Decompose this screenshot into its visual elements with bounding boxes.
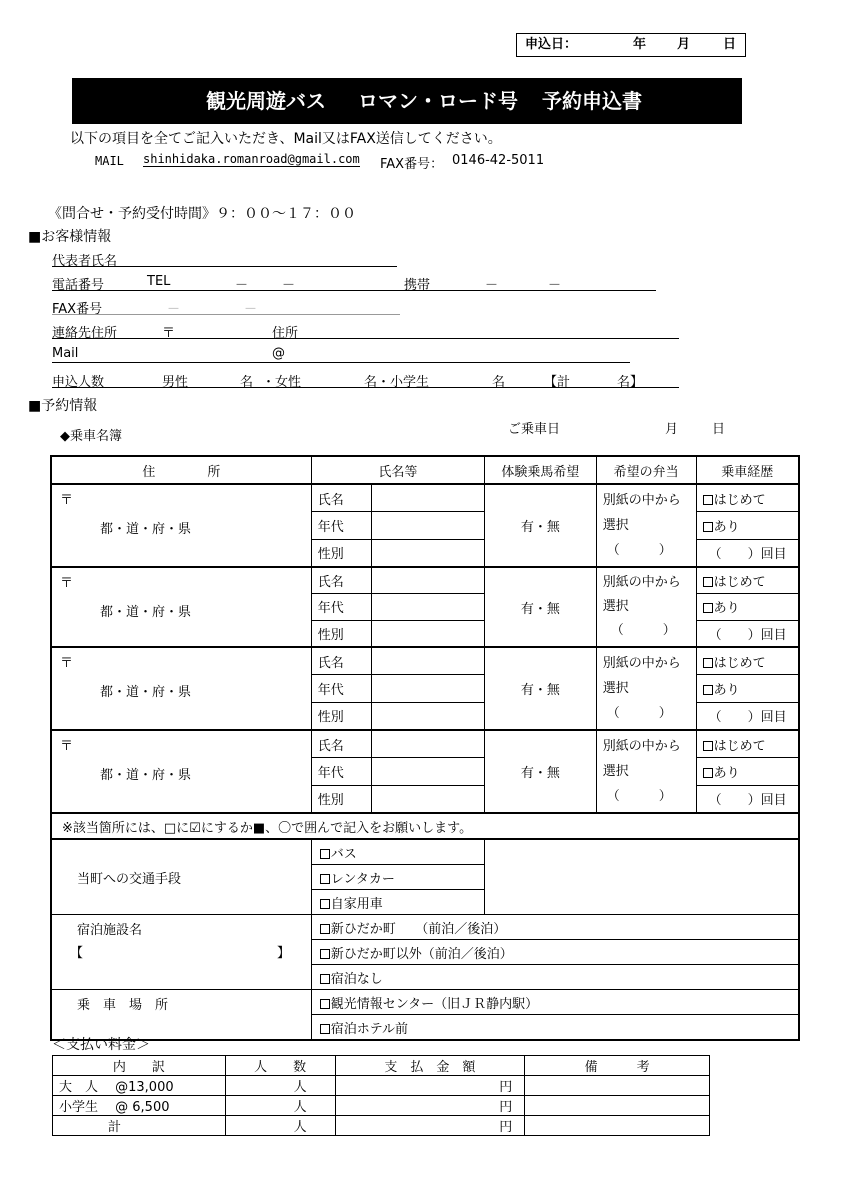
history-first[interactable] <box>696 647 799 675</box>
history-first-label: はじめて <box>713 575 766 591</box>
mail-field-label: Mail <box>52 346 79 361</box>
fax-dash-2: － <box>244 302 258 317</box>
bento-cell[interactable] <box>596 567 696 647</box>
riding-choice[interactable]: 有・無 <box>485 647 597 730</box>
tel-label: TEL <box>147 274 171 289</box>
ride-day-label: 日 <box>712 422 726 437</box>
mail-field[interactable] <box>52 346 630 363</box>
name-input[interactable] <box>371 567 485 594</box>
history-first[interactable] <box>696 730 799 758</box>
age-label: 年代 <box>311 758 371 785</box>
female-label: ・女性 <box>262 375 302 390</box>
address-cell[interactable] <box>51 647 311 730</box>
day-label: 日 <box>723 37 737 52</box>
riding-choice[interactable]: 有・無 <box>485 567 597 647</box>
lodging-label: 宿泊施設名 <box>77 923 143 938</box>
sex-input[interactable] <box>371 539 485 567</box>
boarding-option-1[interactable] <box>311 990 799 1015</box>
checkbox-icon <box>320 849 330 859</box>
passenger-table <box>50 455 800 1041</box>
prefecture-text: 都・道・府・県 <box>100 768 192 783</box>
history-yes[interactable] <box>696 675 799 702</box>
title-part1: 観光周遊バス <box>206 89 326 113</box>
address-postal-mark: 〒 <box>60 576 74 591</box>
header-name: 氏名等 <box>311 456 484 484</box>
pay-child-count[interactable]: 人 <box>225 1096 335 1116</box>
bento-cell[interactable] <box>596 647 696 730</box>
passenger-list-label: ◆乗車名簿 <box>60 429 122 444</box>
mail-address: shinhidaka.romanroad@gmail.com <box>143 152 360 166</box>
address-postal-mark: 〒 <box>60 656 74 671</box>
sex-label: 性別 <box>311 539 371 567</box>
fax-label: FAX番号： <box>380 157 444 172</box>
lodging-name-field[interactable] <box>52 942 311 962</box>
age-input[interactable] <box>371 512 485 539</box>
checkbox-icon <box>703 768 713 778</box>
lodging-bracket-open: 【 <box>70 946 84 961</box>
address-cell[interactable] <box>51 567 311 647</box>
history-yes-label: あり <box>713 519 740 535</box>
pay-adult-note[interactable] <box>525 1076 710 1096</box>
mobile-label: 携帯 <box>404 278 431 293</box>
sex-label: 性別 <box>311 785 371 813</box>
count-field[interactable] <box>52 371 679 388</box>
pay-header-item: 内 訳 <box>53 1056 226 1076</box>
sex-label: 性別 <box>311 620 371 647</box>
sex-input[interactable] <box>371 620 485 647</box>
bento-cell[interactable] <box>596 484 696 567</box>
age-input[interactable] <box>371 675 485 702</box>
bento-text-3: （ ） <box>606 706 672 721</box>
transport-label: 当町への交通手段 <box>51 839 311 915</box>
prefecture-text: 都・道・府・県 <box>100 685 192 700</box>
pay-total-count[interactable]: 人 <box>225 1116 335 1136</box>
transport-bus[interactable] <box>311 839 484 865</box>
history-first[interactable] <box>696 567 799 594</box>
pay-adult-amount[interactable]: 円 <box>335 1076 525 1096</box>
pay-header-note: 備 考 <box>525 1056 710 1076</box>
checkbox-icon <box>320 974 330 984</box>
sex-input[interactable] <box>371 702 485 730</box>
name-input[interactable] <box>371 730 485 758</box>
prefecture-text: 都・道・府・県 <box>100 605 192 620</box>
tel-dash-2: － <box>282 278 296 293</box>
address-postal-mark: 〒 <box>60 493 74 508</box>
age-input[interactable] <box>371 594 485 620</box>
postal-mark: 〒 <box>162 326 176 341</box>
application-date-label: 申込日： <box>525 37 578 52</box>
pay-total-label: 計 <box>53 1116 226 1136</box>
history-yes-label: あり <box>713 682 740 698</box>
bento-text-1: 別紙の中から <box>602 656 681 671</box>
customer-heading: ■お客様情報 <box>28 229 112 245</box>
payment-table <box>52 1055 710 1136</box>
hours-text: 《問合せ・予約受付時間》９：００～１７：００ <box>48 206 356 222</box>
phone-label: 電話番号 <box>52 278 105 293</box>
transport-car-label: 自家用車 <box>330 896 383 912</box>
prefecture-text: 都・道・府・県 <box>100 522 192 537</box>
mail-label: MAIL <box>95 154 124 168</box>
transport-blank <box>485 839 799 915</box>
bento-text-1: 別紙の中から <box>602 493 681 508</box>
age-label: 年代 <box>311 512 371 539</box>
header-address: 住 所 <box>51 456 311 484</box>
bento-text-2: 選択 <box>602 599 629 614</box>
year-label: 年 <box>633 37 647 52</box>
checkbox-icon <box>703 658 713 668</box>
pay-adult-count[interactable]: 人 <box>225 1076 335 1096</box>
lodging-cell[interactable] <box>51 915 311 990</box>
lodging-option-2[interactable] <box>311 940 799 965</box>
address-cell[interactable] <box>51 484 311 567</box>
transport-bus-label: バス <box>330 846 357 862</box>
riding-choice[interactable]: 有・無 <box>485 484 597 567</box>
jusho-label: 住所 <box>272 326 299 341</box>
pay-total-amount[interactable]: 円 <box>335 1116 525 1136</box>
lodging-option-3[interactable] <box>311 965 799 990</box>
total-unit: 名】 <box>617 375 644 390</box>
bento-text-3: （ ） <box>610 623 676 638</box>
lodging-option-2-label: 新ひだか町以外（前泊／後泊） <box>330 946 513 962</box>
address-label: 連絡先住所 <box>52 326 118 341</box>
bento-text-2: 選択 <box>602 764 629 779</box>
header-riding: 体験乗馬希望 <box>485 456 597 484</box>
checkbox-icon <box>703 577 713 587</box>
boarding-option-2[interactable] <box>311 1015 799 1041</box>
lodging-bracket-close: 】 <box>277 946 291 961</box>
boarding-option-1-label: 観光情報センター（旧ＪＲ静内駅） <box>330 996 539 1012</box>
checkbox-icon <box>320 949 330 959</box>
mobile-dash-1: － <box>485 278 499 293</box>
pay-header-count: 人 数 <box>225 1056 335 1076</box>
pay-child-amount[interactable]: 円 <box>335 1096 525 1116</box>
rep-name-label: 代表者氏名 <box>52 254 118 269</box>
name-label: 氏名 <box>311 730 371 758</box>
bento-text-1: 別紙の中から <box>602 575 681 590</box>
bento-text-1: 別紙の中から <box>602 739 681 754</box>
child-unit: 名 <box>492 375 506 390</box>
lodging-option-1-label: 新ひだか町 （前泊／後泊） <box>330 921 507 937</box>
bento-text-3: （ ） <box>606 543 672 558</box>
mobile-dash-2: － <box>548 278 562 293</box>
history-count[interactable]: （ ）回目 <box>696 785 799 813</box>
application-date-box <box>516 33 746 57</box>
rep-name-field[interactable] <box>52 250 397 267</box>
address-cell[interactable] <box>51 730 311 813</box>
checkbox-icon <box>320 924 330 934</box>
transport-rental[interactable] <box>311 865 484 890</box>
address-postal-mark: 〒 <box>60 739 74 754</box>
pay-child-label: 小学生 @ 6,500 <box>53 1096 226 1116</box>
history-yes[interactable] <box>696 594 799 620</box>
intro-text: 以下の項目を全てご記入いただき、Mail又はFAX送信してください。 <box>70 131 502 147</box>
checkbox-icon <box>703 522 713 532</box>
sex-label: 性別 <box>311 702 371 730</box>
name-label: 氏名 <box>311 647 371 675</box>
payment-heading: ＜支払い料金＞ <box>52 1037 150 1053</box>
name-label: 氏名 <box>311 567 371 594</box>
transport-car[interactable] <box>311 890 484 915</box>
lodging-option-1[interactable] <box>311 915 799 940</box>
reservation-heading: ■予約情報 <box>28 398 98 414</box>
checkbox-icon <box>320 999 330 1009</box>
title-bar <box>72 78 742 124</box>
bento-text-2: 選択 <box>602 518 629 533</box>
checkbox-icon <box>703 685 713 695</box>
boarding-option-2-label: 宿泊ホテル前 <box>330 1021 409 1037</box>
fax-dash-1: － <box>167 302 181 317</box>
at-mark: @ <box>272 346 285 361</box>
ride-date-label: ご乗車日 <box>508 422 561 437</box>
history-first-label: はじめて <box>713 655 766 671</box>
title-part3: 予約申込書 <box>542 89 642 113</box>
checkbox-icon <box>703 603 713 613</box>
history-yes-label: あり <box>713 765 740 781</box>
name-input[interactable] <box>371 647 485 675</box>
header-bento: 希望の弁当 <box>596 456 696 484</box>
history-yes[interactable] <box>696 758 799 785</box>
ride-month-label: 月 <box>665 422 679 437</box>
male-label: 男性 <box>162 375 189 390</box>
age-label: 年代 <box>311 675 371 702</box>
fax-field-label: FAX番号 <box>52 302 103 317</box>
male-unit: 名 <box>240 375 254 390</box>
bento-text-3: （ ） <box>606 789 672 804</box>
checkbox-icon <box>320 899 330 909</box>
age-input[interactable] <box>371 758 485 785</box>
name-input[interactable] <box>371 484 485 512</box>
month-label: 月 <box>677 37 691 52</box>
tel-dash-1: － <box>235 278 249 293</box>
checkbox-icon <box>320 874 330 884</box>
total-label: 【計 <box>544 375 571 390</box>
lodging-option-3-label: 宿泊なし <box>330 971 383 987</box>
phone-field[interactable] <box>52 274 656 291</box>
history-count[interactable]: （ ）回目 <box>696 620 799 647</box>
bento-cell[interactable] <box>596 730 696 813</box>
bento-text-2: 選択 <box>602 681 629 696</box>
fax-field[interactable] <box>52 298 400 315</box>
female-unit: 名・小学生 <box>364 375 430 390</box>
checkbox-icon <box>320 1024 330 1034</box>
title-part2: ロマン・ロード号 <box>358 89 518 113</box>
count-label: 申込人数 <box>52 375 105 390</box>
history-yes-label: あり <box>713 601 740 617</box>
pay-total-note[interactable] <box>525 1116 710 1136</box>
riding-choice[interactable]: 有・無 <box>485 730 597 813</box>
header-history: 乗車経歴 <box>696 456 799 484</box>
pay-adult-label: 大 人 @13,000 <box>53 1076 226 1096</box>
boarding-label: 乗 車 場 所 <box>51 990 311 1041</box>
transport-rental-label: レンタカー <box>330 871 395 887</box>
checkbox-icon <box>703 495 713 505</box>
fax-number: 0146-42-5011 <box>452 153 545 168</box>
name-label: 氏名 <box>311 484 371 512</box>
history-count[interactable]: （ ）回目 <box>696 702 799 730</box>
history-count[interactable]: （ ）回目 <box>696 539 799 567</box>
instruction-note: ※該当箇所には、□に☑にするか■、〇で囲んで記入をお願いします。 <box>51 813 799 839</box>
checkbox-icon <box>703 741 713 751</box>
pay-child-note[interactable] <box>525 1096 710 1116</box>
age-label: 年代 <box>311 594 371 620</box>
history-yes[interactable] <box>696 512 799 539</box>
pay-header-amount: 支 払 金 額 <box>335 1056 525 1076</box>
history-first[interactable] <box>696 484 799 512</box>
history-first-label: はじめて <box>713 738 766 754</box>
address-field[interactable] <box>52 322 679 339</box>
history-first-label: はじめて <box>713 492 766 508</box>
sex-input[interactable] <box>371 785 485 813</box>
